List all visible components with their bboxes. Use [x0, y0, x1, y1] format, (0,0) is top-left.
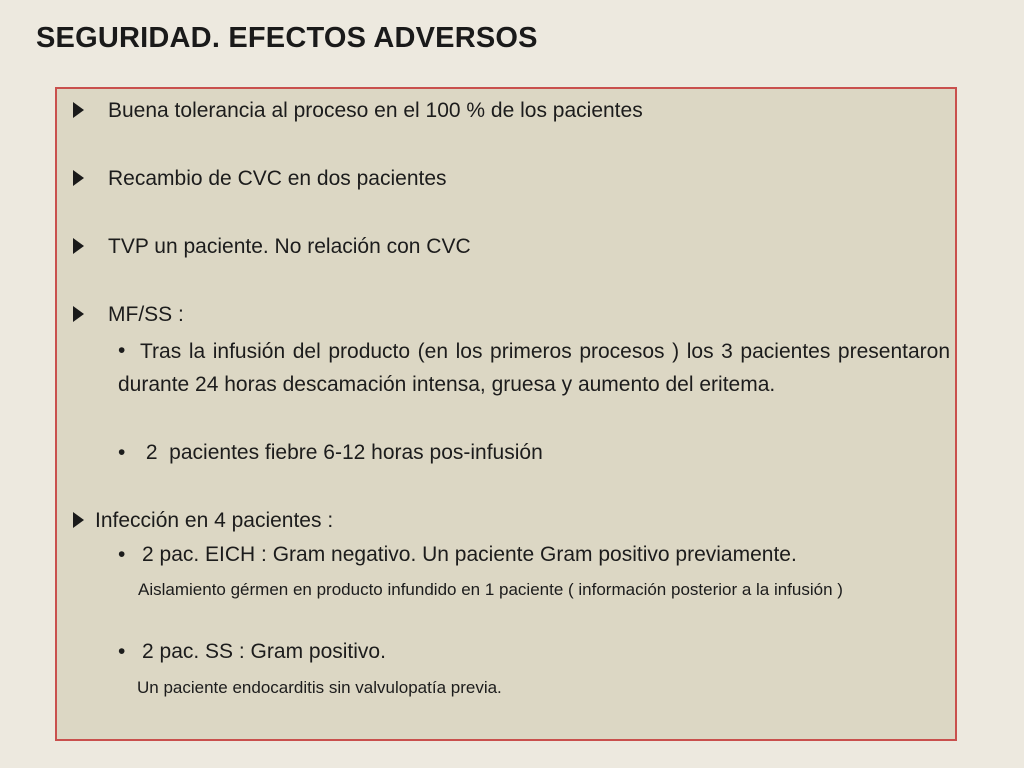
bullet-text: TVP un paciente. No relación con CVC: [108, 235, 471, 258]
dot-bullet-icon: •: [118, 543, 126, 566]
sub-bullet-text: 2 pac. SS : Gram positivo.: [142, 640, 386, 663]
arrow-bullet-icon: [73, 238, 84, 254]
bullet-text: Infección en 4 pacientes :: [95, 509, 334, 532]
dot-bullet-icon: •: [118, 339, 126, 362]
note-text: Aislamiento gérmen en producto infundido en 1 paciente ( información posterior a la infusión ): [138, 580, 843, 599]
bullet-text: Buena tolerancia al proceso en el 100 % de los pacientes: [108, 99, 643, 122]
slide-title: SEGURIDAD. EFECTOS ADVERSOS: [36, 22, 538, 54]
sub-bullet-text: Tras la infusión del producto (en los primeros procesos ) los 3 pacientes presentaron durante 24 horas descamación intensa, gruesa y aumento del eritema.: [118, 340, 950, 396]
dot-bullet-icon: •: [118, 640, 126, 663]
arrow-bullet-icon: [73, 306, 84, 322]
bullet-text: Recambio de CVC en dos pacientes: [108, 167, 447, 190]
sub-bullet-text: 2 pac. EICH : Gram negativo. Un paciente Gram positivo previamente.: [142, 543, 797, 566]
arrow-bullet-icon: [73, 512, 84, 528]
arrow-bullet-icon: [73, 102, 84, 118]
sub-bullet-text: 2 pacientes fiebre 6-12 horas pos-infusión: [140, 441, 543, 464]
note-text: Un paciente endocarditis sin valvulopatía previa.: [137, 678, 502, 697]
arrow-bullet-icon: [73, 170, 84, 186]
bullet-text: MF/SS :: [108, 303, 184, 326]
dot-bullet-icon: •: [118, 441, 126, 464]
